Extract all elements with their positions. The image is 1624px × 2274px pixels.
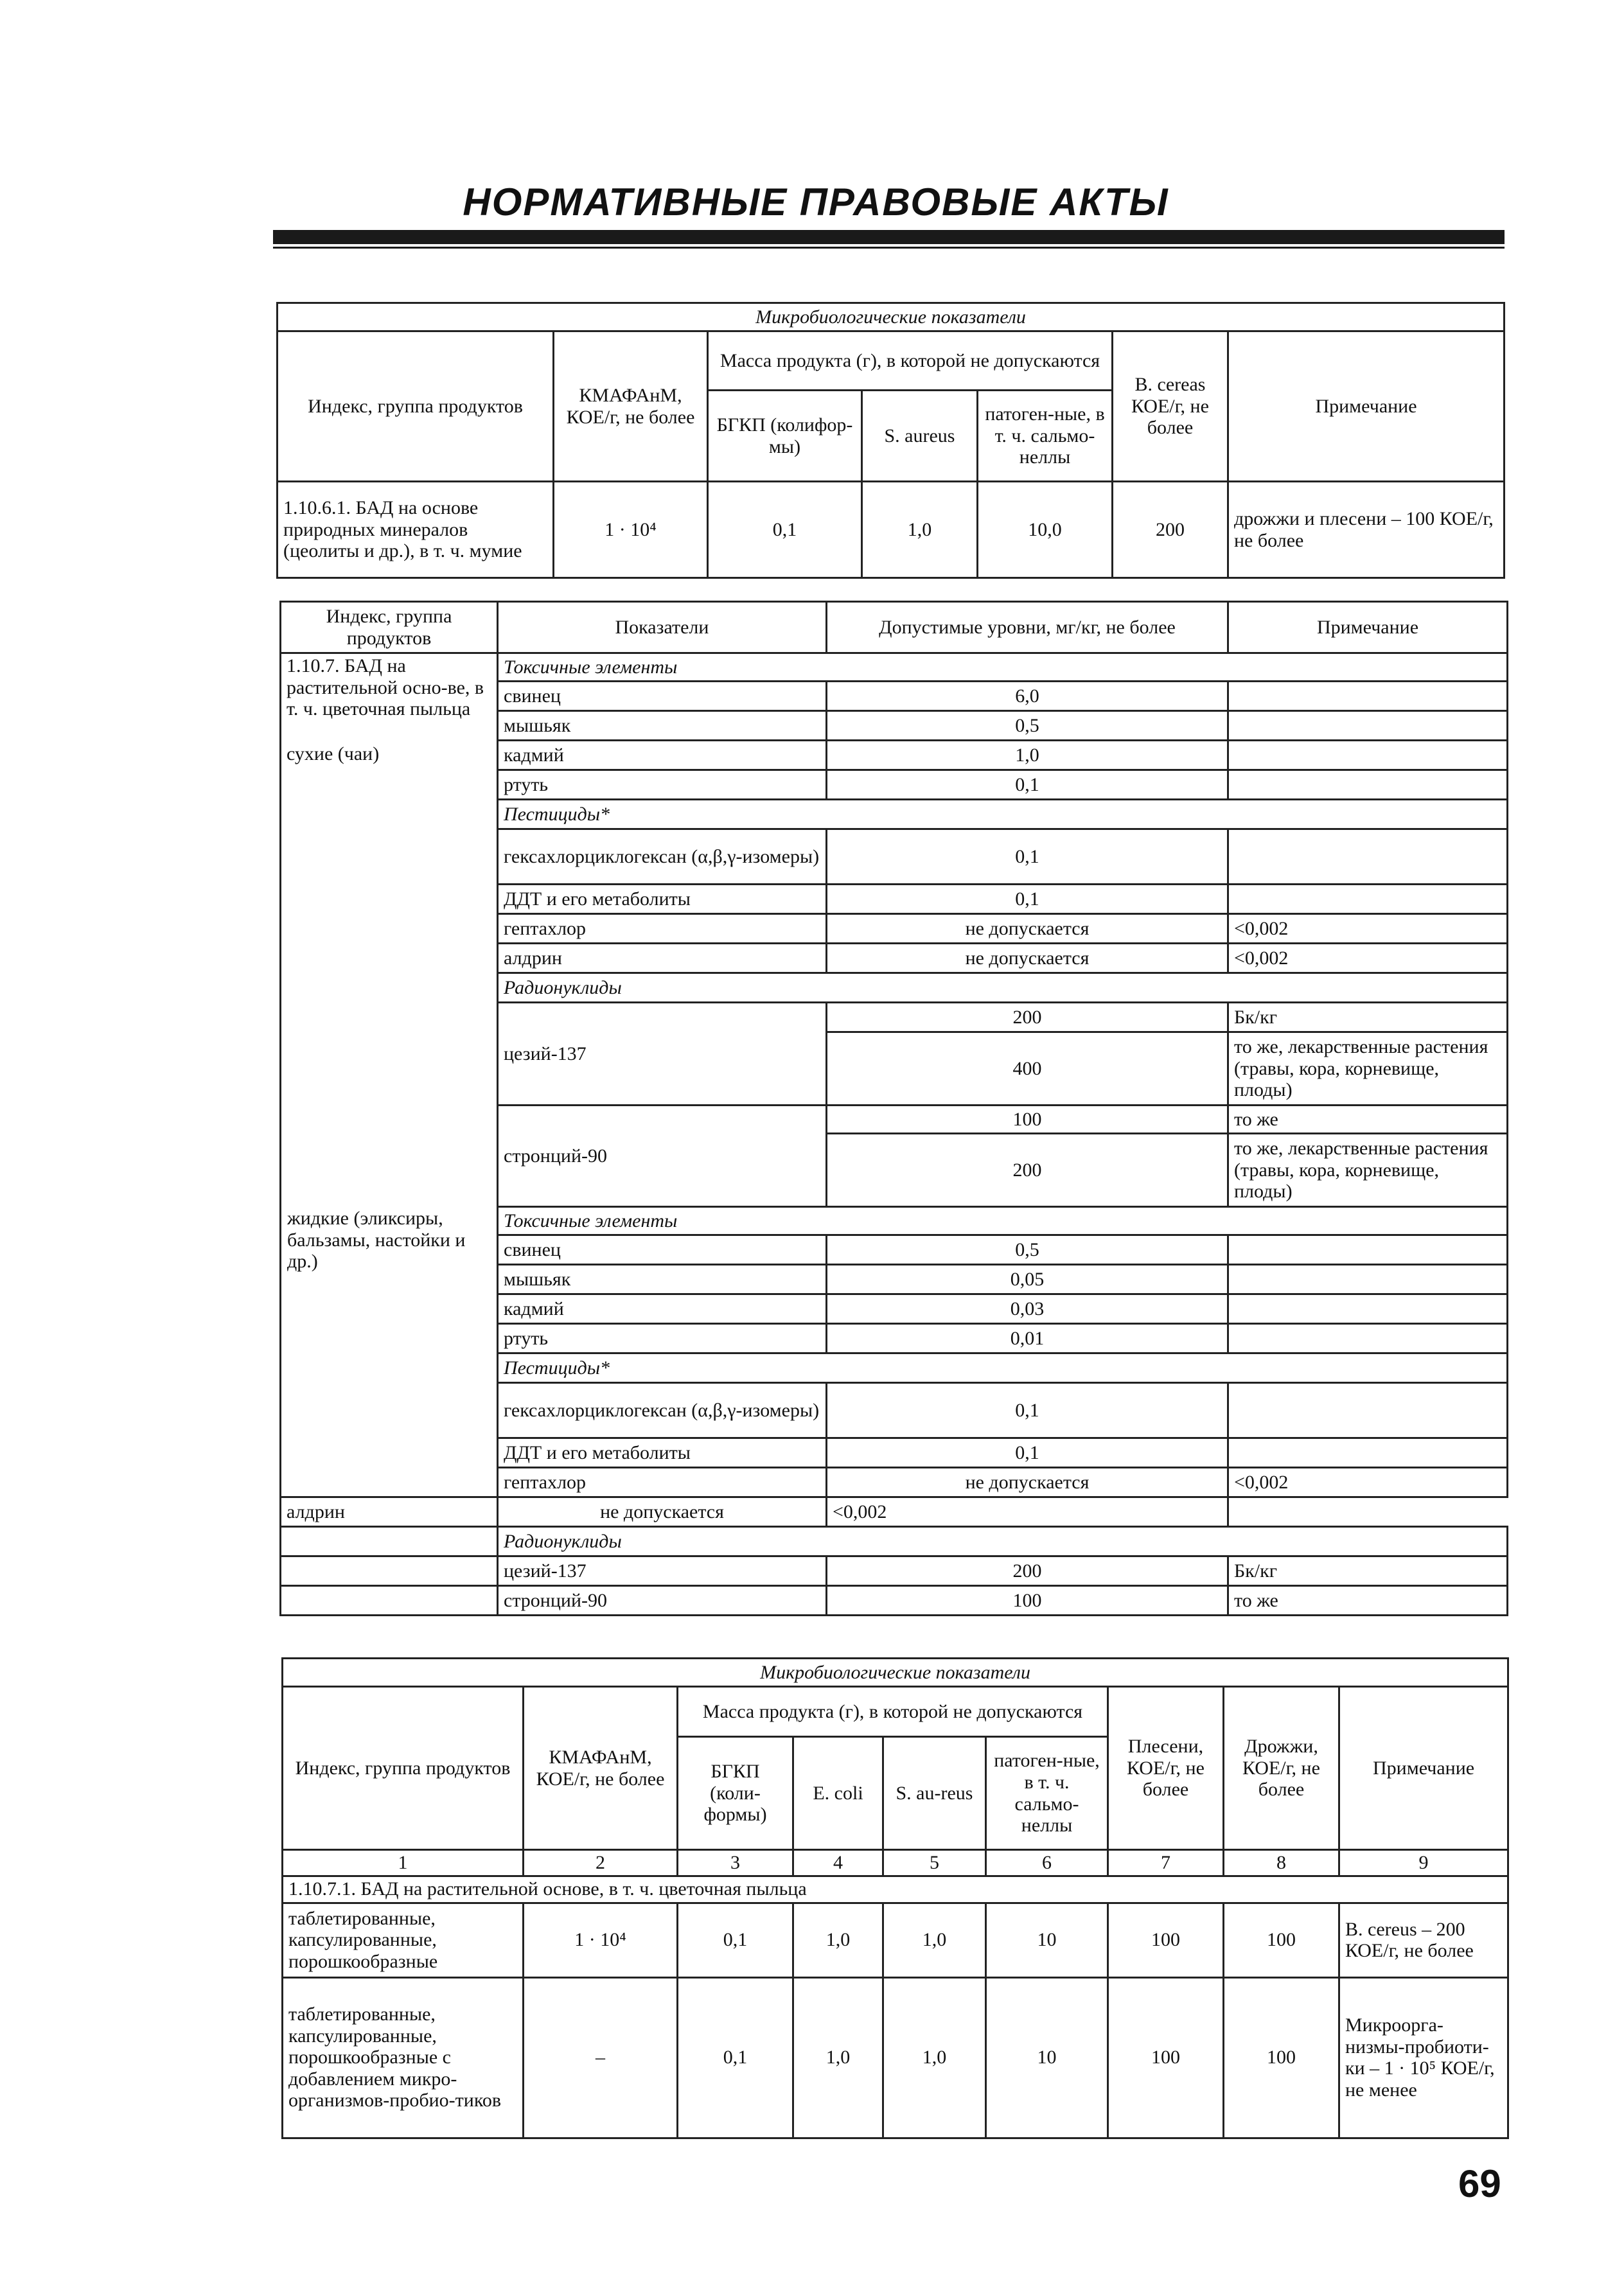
indicator-name: ДДТ и его метаболиты	[498, 885, 827, 914]
liquid-filler	[281, 1556, 498, 1586]
indicator-name: стронций-90	[498, 1106, 827, 1207]
indicator-value: 0,5	[827, 711, 1228, 741]
col-number: 3	[678, 1850, 793, 1876]
col-number: 6	[986, 1850, 1108, 1876]
group-header: Микробиологические показатели	[283, 1659, 1508, 1687]
indicator-value: 200	[827, 1134, 1228, 1207]
indicator-value: 0,5	[827, 1235, 1228, 1265]
col-header-ecoli: E. coli	[793, 1737, 883, 1850]
col-header-yeasts: Дрожжи, КОЕ/г, не более	[1224, 1687, 1339, 1850]
row-index: 1.10.6.1. БАД на основе природных минералов (цеолиты и др.), в т. ч. мумие	[278, 482, 554, 578]
indicator-name: кадмий	[498, 741, 827, 770]
indicator-value: 0,01	[827, 1324, 1228, 1353]
indicator-name: стронций-90	[498, 1586, 827, 1616]
indicator-name: кадмий	[498, 1294, 827, 1324]
cell-kmafanm: –	[524, 1977, 678, 2138]
indicator-note: то же	[1228, 1106, 1508, 1134]
liquid-filler	[281, 1586, 498, 1616]
indicator-note	[1228, 682, 1508, 711]
cell-yeasts: 100	[1224, 1903, 1339, 1977]
indicator-value: 0,1	[827, 885, 1228, 914]
indicator-name: мышьяк	[498, 711, 827, 741]
indicator-note	[1228, 1235, 1508, 1265]
section-toxic: Токсичные элементы	[498, 1207, 1508, 1235]
col-header-pathogen: патоген-ные, в т. ч. сальмо-неллы	[978, 391, 1113, 482]
col-number: 9	[1339, 1850, 1508, 1876]
indicator-note	[1228, 741, 1508, 770]
indicator-value: не допускается	[827, 944, 1228, 973]
section-title: 1.10.7.1. БАД на растительной основе, в т. ч. цветочная пыльца	[283, 1876, 1508, 1903]
col-number: 1	[283, 1850, 524, 1876]
indicator-note	[1228, 1265, 1508, 1294]
page-header-title: НОРМАТИВНЫЕ ПРАВОВЫЕ АКТЫ	[463, 181, 1169, 224]
page-number: 69	[1458, 2162, 1501, 2205]
col-header-index: Индекс, группа продуктов	[278, 331, 554, 482]
indicator-name: гексахлорциклогексан (α,β,γ-изомеры)	[498, 1383, 827, 1438]
col-header-note: Примечание	[1339, 1687, 1508, 1850]
cell-bgkp: 0,1	[678, 1903, 793, 1977]
indicator-value: 0,1	[827, 1438, 1228, 1468]
indicator-name: свинец	[498, 682, 827, 711]
indicator-value: 0,03	[827, 1294, 1228, 1324]
indicator-note	[1228, 1383, 1508, 1438]
indicator-note	[1228, 770, 1508, 800]
row-index: таблетированные, капсулированные, порошкообразные с добавлением микро-организмов-пробио-тиков	[283, 1977, 524, 2138]
col-number: 8	[1224, 1850, 1339, 1876]
cell-kmafanm: 1 · 10⁴	[554, 482, 708, 578]
indicator-note: Бк/кг	[1228, 1003, 1508, 1032]
indicator-note: то же, лекарственные растения (травы, кора, корневище, плоды)	[1228, 1134, 1508, 1207]
indicator-value: 400	[827, 1032, 1228, 1106]
col-header-indicators: Показатели	[498, 602, 827, 653]
section-radionuclides: Радионуклиды	[498, 973, 1508, 1003]
row-index: таблетированные, капсулированные, порошкообразные	[283, 1903, 524, 1977]
indicator-name: алдрин	[281, 1497, 498, 1527]
header-rule	[273, 230, 1505, 244]
indicator-name: гептахлор	[498, 1468, 827, 1497]
dry-subgroup-label: сухие (чаи)	[287, 743, 380, 764]
cell-molds: 100	[1108, 1977, 1224, 2138]
indicator-name: гептахлор	[498, 914, 827, 944]
indicator-note: Бк/кг	[1228, 1556, 1508, 1586]
col-header-bgkp: БГКП (коли-формы)	[678, 1737, 793, 1850]
indicator-name: свинец	[498, 1235, 827, 1265]
indicator-value: 200	[827, 1003, 1228, 1032]
indicator-value: 0,1	[827, 829, 1228, 885]
group-index-dry	[281, 653, 498, 1497]
col-number: 4	[793, 1850, 883, 1876]
col-header-bcereus: B. cereas КОЕ/г, не более	[1113, 331, 1228, 482]
indicator-note	[1228, 711, 1508, 741]
col-header-note: Примечание	[1228, 602, 1508, 653]
cell-saureus: 1,0	[862, 482, 978, 578]
col-header-mass: Масса продукта (г), в которой не допускаются	[678, 1687, 1108, 1737]
indicator-value: не допускается	[827, 1468, 1228, 1497]
liquid-filler	[281, 1527, 498, 1556]
indicator-value: 0,1	[827, 770, 1228, 800]
microbiology-table-plant	[281, 1657, 1509, 2139]
col-header-bgkp: БГКП (колифор-мы)	[708, 391, 862, 482]
cell-note: дрожжи и плесени – 100 КОЕ/г, не более	[1228, 482, 1505, 578]
indicator-note: то же	[1228, 1586, 1508, 1616]
section-radionuclides: Радионуклиды	[498, 1527, 1508, 1556]
cell-saureus: 1,0	[883, 1903, 986, 1977]
cell-yeasts: 100	[1224, 1977, 1339, 2138]
indicator-note	[1228, 1294, 1508, 1324]
cell-kmafanm: 1 · 10⁴	[524, 1903, 678, 1977]
indicator-value: 6,0	[827, 682, 1228, 711]
indicator-note	[1228, 1324, 1508, 1353]
col-header-mass: Масса продукта (г), в которой не допускаются	[708, 331, 1113, 391]
cell-bgkp: 0,1	[708, 482, 862, 578]
section-pesticides: Пестициды*	[498, 1353, 1508, 1383]
cell-bgkp: 0,1	[678, 1977, 793, 2138]
indicator-value: 0,05	[827, 1265, 1228, 1294]
indicator-value: не допускается	[827, 914, 1228, 944]
col-header-saureus: S. au-reus	[883, 1737, 986, 1850]
indicator-name: ртуть	[498, 1324, 827, 1353]
col-header-note: Примечание	[1228, 331, 1505, 482]
cell-pathogen: 10	[986, 1903, 1108, 1977]
indicator-value: 100	[827, 1586, 1228, 1616]
section-pesticides: Пестициды*	[498, 800, 1508, 829]
indicator-note: <0,002	[1228, 944, 1508, 973]
col-number: 7	[1108, 1850, 1224, 1876]
indicator-note: <0,002	[827, 1497, 1228, 1527]
col-header-kmafanm: КМАФАнМ, КОЕ/г, не более	[524, 1687, 678, 1850]
indicator-value: не допускается	[498, 1497, 827, 1527]
col-number: 2	[524, 1850, 678, 1876]
cell-saureus: 1,0	[883, 1977, 986, 2138]
cell-pathogen: 10	[986, 1977, 1108, 2138]
indicator-note: то же, лекарственные растения (травы, кора, корневище, плоды)	[1228, 1032, 1508, 1106]
indicator-name: ДДТ и его метаболиты	[498, 1438, 827, 1468]
indicator-note	[1228, 885, 1508, 914]
indicator-name: ртуть	[498, 770, 827, 800]
indicator-name: мышьяк	[498, 1265, 827, 1294]
microbiology-table-minerals	[276, 302, 1505, 579]
group-header: Микробиологические показатели	[278, 303, 1505, 331]
indicator-note: <0,002	[1228, 1468, 1508, 1497]
cell-bcereus: 200	[1113, 482, 1228, 578]
cell-note: Микроорга-низмы-пробиоти-ки – 1 · 10⁵ КОЕ/г, не менее	[1339, 1977, 1508, 2138]
col-header-index: Индекс, группа продуктов	[281, 602, 498, 653]
header-rule-thin	[273, 247, 1505, 249]
liquid-subgroup-label: жидкие (эликсиры, бальзамы, настойки и др.)	[287, 1208, 466, 1273]
indicator-value: 0,1	[827, 1383, 1228, 1438]
indicator-note: <0,002	[1228, 914, 1508, 944]
indicator-value: 200	[827, 1556, 1228, 1586]
cell-note: B. cereus – 200 КОЕ/г, не более	[1339, 1903, 1508, 1977]
col-number: 5	[883, 1850, 986, 1876]
indicator-name: алдрин	[498, 944, 827, 973]
col-header-index: Индекс, группа продуктов	[283, 1687, 524, 1850]
indicator-note	[1228, 829, 1508, 885]
cell-molds: 100	[1108, 1903, 1224, 1977]
cell-ecoli: 1,0	[793, 1903, 883, 1977]
indicator-name: цезий-137	[498, 1556, 827, 1586]
section-toxic: Токсичные элементы	[498, 653, 1508, 682]
cell-ecoli: 1,0	[793, 1977, 883, 2138]
col-header-kmafanm: КМАФАнМ, КОЕ/г, не более	[554, 331, 708, 482]
indicator-name: гексахлорциклогексан (α,β,γ-изомеры)	[498, 829, 827, 885]
col-header-molds: Плесени, КОЕ/г, не более	[1108, 1687, 1224, 1850]
indicator-value: 100	[827, 1106, 1228, 1134]
indicator-name: цезий-137	[498, 1003, 827, 1106]
col-header-levels: Допустимые уровни, мг/кг, не более	[827, 602, 1228, 653]
cell-pathogen: 10,0	[978, 482, 1113, 578]
col-header-pathogen: патоген-ные, в т. ч. сальмо-неллы	[986, 1737, 1108, 1850]
col-header-saureus: S. aureus	[862, 391, 978, 482]
indicator-note	[1228, 1438, 1508, 1468]
indicator-value: 1,0	[827, 741, 1228, 770]
group-index-label: 1.10.7. БАД на растительной осно-ве, в т. ч. цветочная пыльца	[287, 655, 484, 720]
contaminants-table	[279, 601, 1508, 1616]
